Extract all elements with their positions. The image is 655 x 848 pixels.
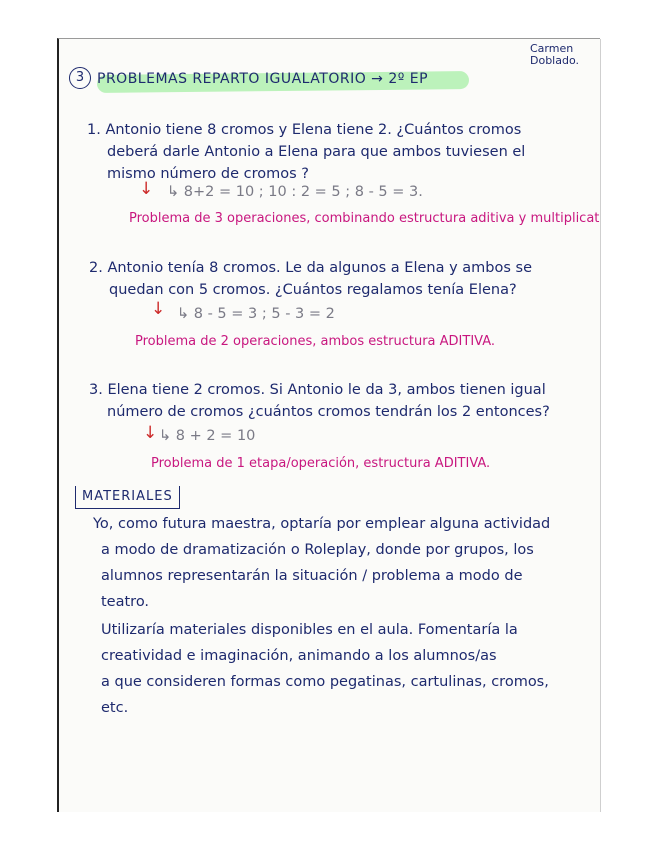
- problem-1-line-1: 1. Antonio tiene 8 cromos y Elena tiene 2. ¿Cuántos cromos: [87, 122, 522, 138]
- notebook-page: [57, 38, 600, 812]
- title-text: PROBLEMAS REPARTO IGUALATORIO → 2º EP: [97, 71, 429, 87]
- problem-1-note: Problema de 3 operaciones, combinando estructura aditiva y multiplicat: [129, 211, 600, 226]
- problem-3-line-1: 3. Elena tiene 2 cromos. Si Antonio le da 3, ambos tienen igual: [89, 382, 546, 398]
- down-arrow-icon: ↓: [143, 423, 158, 443]
- materials-heading: MATERIALES: [75, 486, 180, 509]
- problem-1-line-2: deberá darle Antonio a Elena para que ambos tuviesen el: [107, 144, 526, 160]
- materials-line-2: a modo de dramatización o Roleplay, donde por grupos, los: [101, 542, 534, 558]
- title-number: 3: [69, 67, 91, 89]
- materials-line-5: Utilizaría materiales disponibles en el aula. Fomentaría la: [101, 622, 518, 638]
- down-arrow-icon: ↓: [151, 299, 166, 319]
- author-name: Carmen Doblado.: [530, 42, 579, 67]
- problem-1-line-3: mismo número de cromos ?: [107, 166, 309, 182]
- problem-3-note: Problema de 1 etapa/operación, estructura ADITIVA.: [151, 456, 491, 471]
- materials-line-3: alumnos representarán la situación / problema a modo de: [101, 568, 523, 584]
- problem-3-line-2: número de cromos ¿cuántos cromos tendrán los 2 entonces?: [107, 404, 550, 420]
- materials-line-1: Yo, como futura maestra, optaría por emplear alguna actividad: [93, 516, 551, 532]
- down-arrow-icon: ↓: [139, 179, 154, 199]
- page-title: [69, 63, 469, 93]
- problem-2-work: ↳ 8 - 5 = 3 ; 5 - 3 = 2: [177, 306, 335, 322]
- problem-2-line-1: 2. Antonio tenía 8 cromos. Le da algunos a Elena y ambos se: [89, 260, 533, 276]
- materials-line-4: teatro.: [101, 594, 150, 610]
- problem-3-work: ↳ 8 + 2 = 10: [159, 428, 256, 444]
- problem-2-note: Problema de 2 operaciones, ambos estructura ADITIVA.: [135, 334, 496, 349]
- top-margin: [0, 0, 655, 40]
- materials-line-7: a que consideren formas como pegatinas, cartulinas, cromos,: [101, 674, 549, 690]
- problem-2-line-2: quedan con 5 cromos. ¿Cuántos regalamos tenía Elena?: [109, 282, 517, 298]
- bottom-margin: [0, 812, 655, 848]
- materials-line-6: creatividad e imaginación, animando a los alumnos/as: [101, 648, 497, 664]
- problem-1-work: ↳ 8+2 = 10 ; 10 : 2 = 5 ; 8 - 5 = 3.: [167, 184, 423, 200]
- materials-line-8: etc.: [101, 700, 129, 716]
